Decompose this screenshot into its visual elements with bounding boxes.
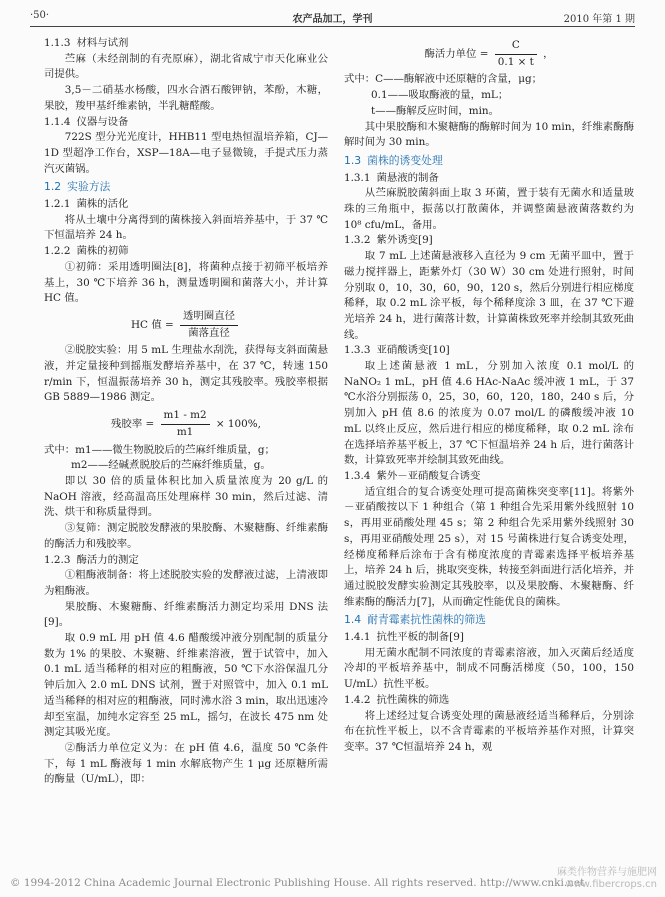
formula-activity: 酶活力单位 = $\frac{C}{0.1 \times t}$ ，: [424, 39, 554, 68]
paragraph: ②酶活力单位定义为：在 pH 值 4.6，温度 50 ℃条件下，每 1 mL 酶液每 1 min 水解底物产生 1 μg 还原糖所需的酶量（U/mL），即：: [44, 741, 328, 786]
page-header: [30, 6, 635, 27]
section-heading: 1.3.3 亚硝酸诱变[10]: [344, 344, 450, 357]
section-heading: 1.3.2 紫外诱变[9]: [344, 234, 433, 247]
paragraph: 果胶酶、木聚糖酶、纤维素酶活力测定均采用 DNS 法[9]。: [44, 600, 328, 629]
paragraph: ①粗酶液制备：将上述脱胶实验的发酵液过滤，上清液即为粗酶液。: [44, 569, 328, 597]
section-heading: 1.2.3 酶活力的测定: [44, 553, 139, 566]
formula-definitions: 式中：m1——微生物脱胶后的苎麻纤维质量，g； m2——经碱煮脱胶后的苎麻纤维质量，g。: [44, 443, 275, 472]
watermark-url: www.fibercrops.cn: [565, 879, 657, 890]
journal-title: 农产品加工，学刊: [292, 14, 373, 25]
watermark: [557, 867, 657, 891]
section-heading: 1.2.2 菌株的初筛: [44, 245, 129, 258]
paragraph: 取 0.9 mL 用 pH 值 4.6 醋酸缓冲液分别配制的质量分数为 1% 的果胶、木聚糖、纤维素溶液，置于试管中，加入 0.1 mL 适当稀释的相对应的粗酶液，50 ℃下水浴保温几分钟后加入 2.0 mL DNS 试剂，置于对照管中，加入 0.1 mL 适当稀释的相对应的粗酶液，同时沸水浴 3 min，取出迅速冷却至室温，加纯水定容至 25 mL，摇匀，在波长 475 nm 处测定其吸光度。: [44, 632, 328, 739]
section-heading-major: 1.2 实验方法: [44, 180, 111, 194]
right-column: [344, 36, 634, 756]
paragraph: 将从土壤中分离得到的菌株接入斜面培养基中，于 37 ℃下恒温培养 24 h。: [44, 213, 328, 242]
paragraph: 苎麻（未经剖制的有壳原麻），湖北省咸宁市天化麻业公司提供。: [44, 52, 328, 81]
page-number: ·50·: [30, 10, 50, 21]
paragraph: 适宜组合的复合诱变处理可提高菌株突变率[11]。将紫外－亚硝酸按以下 1 种组合（第 1 种组合先采用紫外线照射 10 s，再用亚硝酸处理 45 s；第 2 种组合先采用紫外线照射 30 s，再用亚硝酸处理 25 s），对 15 号菌株进行复合诱变处理，经梯度稀释后涂布于含有梯度浓度的青霉素选择平板培养基上，培养 24 h 后，挑取突变株，转接至斜面进行活化培养，并通过脱胶发酵实验测定其残胶率，以及果胶酶、木聚糖酶、纤维素酶的酶活力[7]，从而确定性能优良的菌株。: [344, 485, 634, 608]
section-heading-major: 1.3 菌株的诱变处理: [344, 153, 443, 167]
paragraph: 3,5－二硝基水杨酸，四水合酒石酸钾钠，苯酚，木糖，果胶，羧甲基纤维素钠，半乳糖醛酸。: [44, 84, 328, 112]
formula-hc: HC 值 = $\frac{\text{透明圈直径}}{\text{菌落直径}}$: [44, 309, 328, 341]
paragraph: 即以 30 倍的质量体积比加入质量浓度为 20 g/L 的 NaOH 溶液，经高温高压处理麻样 30 min，然后过滤、清洗、烘干和称质量得到。: [44, 474, 328, 519]
paragraph: 其中果胶酶和木聚糖酶的酶解时间为 10 min，纤维素酶酶解时间为 30 min。: [344, 120, 634, 149]
formula-definitions: 式中：C——酶解液中还原糖的含量，μg； 0.1——吸取酶液的量，mL； t——酶解反应时间，min。: [344, 73, 542, 117]
copyright-footer: © 1994-2012 China Academic Journal Electronic Publishing House. All rights reserved. http://www.cnki.net: [10, 877, 585, 889]
formula-residue: 残胶率 = $\frac{m1 - m2}{m1}$ × 100%,: [111, 409, 261, 438]
paragraph: 从苎麻脱胶菌斜面上取 3 环菌，置于装有无菌水和适量玻珠的三角瓶中，振荡以打散菌体，并调整菌悬液菌落数约为 10⁸ cfu/mL，备用。: [344, 187, 634, 231]
paragraph: ③复筛：测定脱胶发酵液的果胶酶、木聚糖酶、纤维素酶的酶活力和残胶率。: [44, 522, 328, 550]
section-heading: 1.2.1 菌株的活化: [44, 198, 129, 211]
section-heading: 1.3.1 菌悬液的制备: [344, 171, 439, 184]
issue-label: 2010 年第 1 期: [563, 14, 635, 25]
section-heading: 1.4.2 抗性菌株的筛选: [344, 693, 450, 706]
watermark-title: 麻类作物营养与施肥网: [557, 867, 657, 878]
section-heading: 1.4.1 抗性平板的制备[9]: [344, 631, 464, 644]
left-column: [44, 36, 328, 788]
paragraph: ①初筛：采用透明圈法[8]，将菌种点接于初筛平板培养基上，30 ℃下培养 36 h，测量透明圈和菌落大小，并计算 HC 值。: [44, 260, 328, 305]
section-heading: 1.1.3 材料与试剂: [44, 37, 129, 49]
paragraph: ②脱胶实验：用 5 mL 生理盐水刮洗，获得每支斜面菌悬液，并定量接种到摇瓶发酵培养基中，在 37 ℃，转速 150 r/min 下，恒温振荡培养 30 h，测定其残胶率。残胶率根据 GB 5889—1986 测定。: [44, 344, 328, 404]
paragraph: 用无菌水配制不同浓度的青霉素溶液，加入灭菌后经适度冷却的平板培养基中，制成不同酶活梯度（50，100，150 U/mL）抗性平板。: [344, 646, 634, 691]
section-heading: 1.1.4 仪器与设备: [44, 115, 129, 128]
section-heading: 1.3.4 紫外－亚硝酸复合诱变: [344, 469, 481, 482]
paragraph: 722S 型分光光度计，HHB11 型电热恒温培养箱，CJ—1D 型超净工作台，XSP—18A—电子显微镜，手提式压力蒸汽灭菌锅。: [44, 131, 328, 175]
paragraph: 取上述菌悬液 1 mL，分别加入浓度 0.1 mol/L 的 NaNO₂ 1 mL，pH 值 4.6 HAc-NaAc 缓冲液 1 mL，于 37 ℃水浴分别振荡 0，25，30，60，120，180，240 s 后，分别加入 pH 值 8.6 的浓度为 0.07 mol/L 的磷酸缓冲液 10 mL 以终止反应，然后进行相应的梯度稀释，取 0.2 mL 涂布在选择培养基平板上，37 ℃下恒温培养 24 h 后，进行菌落计数，计算致死率并绘制其致死曲线。: [344, 360, 634, 467]
paragraph: 取 7 mL 上述菌悬液移入直径为 9 cm 无菌平皿中，置于磁力搅拌器上，距紫外灯（30 W）30 cm 处进行照射，时间分别取 0，10，30，60，90，120 s，然后分别进行相应梯度稀释，取 0.2 mL 涂平板，每个稀释度涂 3 皿，在 37 ℃下避光培养 24 h，进行菌落计数，计算菌株致死率并绘制其致死曲线。: [344, 250, 634, 341]
section-heading-major: 1.4 耐青霉素抗性菌株的筛选: [344, 613, 486, 627]
paragraph: 将上述经过复合诱变处理的菌悬液经适当稀释后，分别涂布在抗性平板上，以不含青霉素的平板培养基作对照，计算突变率。37 ℃恒温培养 24 h，观: [344, 709, 634, 753]
